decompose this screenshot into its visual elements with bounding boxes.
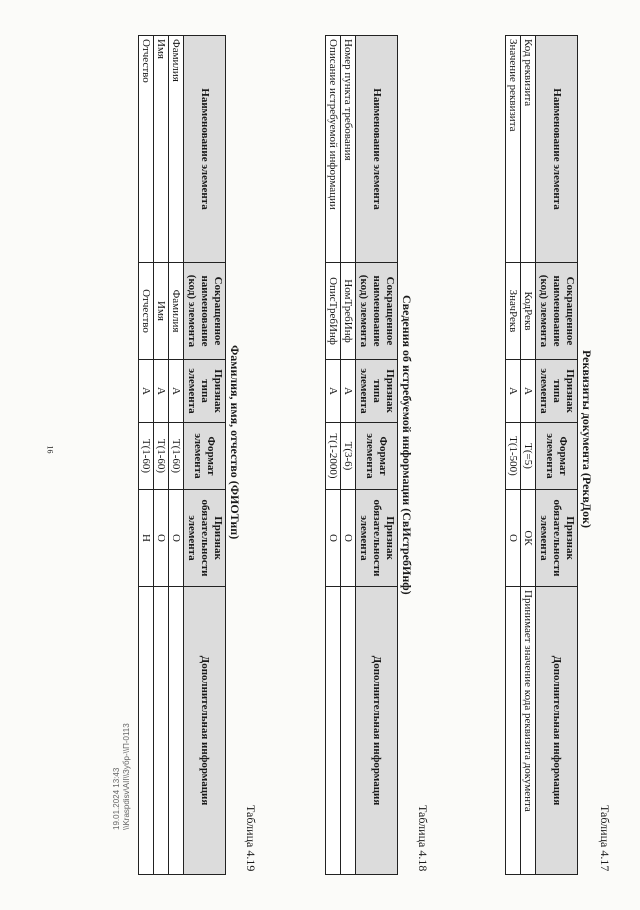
col-header: Сокращенное наименование (код) элемента [184,263,226,360]
table-title-4-18: Сведения об истребуемой информации (СвИстребИнф) [400,295,414,595]
cell: А [169,360,184,423]
table-row [521,36,536,875]
cell: ЗначРекв [506,263,521,360]
table-row [506,36,521,875]
cell: T(=5) [521,423,536,490]
cell: Отчество [139,36,154,263]
rotated-content [10,15,630,895]
cell: ОписТребИнф [326,263,341,360]
cell: Фамилия [169,36,184,263]
cell: Имя [154,263,169,360]
col-header: Признак типа элемента [536,360,578,423]
table-header-row [536,36,578,875]
table-label-4-19: Таблица 4.19 [244,805,258,872]
table-header-row [356,36,398,875]
cell: Отчество [139,263,154,360]
table-row [169,36,184,875]
cell: Н [139,490,154,587]
col-header: Сокращенное наименование (код) элемента [536,263,578,360]
cell: Фамилия [169,263,184,360]
cell: T(1-500) [506,423,521,490]
table-title-4-19: Фамилия, имя, отчество (ФИОТип) [228,345,242,540]
cell: А [506,360,521,423]
cell: T(1-2000) [326,423,341,490]
cell [154,587,169,875]
cell: Имя [154,36,169,263]
col-header: Дополнительная информация [536,587,578,875]
table-title-4-17: Реквизиты документа (РеквДок) [580,350,594,528]
cell: T(1-60) [169,423,184,490]
col-header: Наименование элемента [536,36,578,263]
col-header: Наименование элемента [356,36,398,263]
table-row [154,36,169,875]
cell: Код реквизита [521,36,536,263]
cell: О [341,490,356,587]
col-header: Признак обязательности элемента [356,490,398,587]
table-4-19 [138,35,226,875]
cell: T(3-6) [341,423,356,490]
col-header: Дополнительная информация [356,587,398,875]
cell: А [521,360,536,423]
table-4-17 [505,35,578,875]
col-header: Сокращенное наименование (код) элемента [356,263,398,360]
col-header: Формат элемента [356,423,398,490]
table-row [326,36,341,875]
cell: О [326,490,341,587]
stamp-line-1: 19.01.2024 13:43 [112,767,121,830]
cell: А [341,360,356,423]
cell: О [154,490,169,587]
cell: T(1-60) [139,423,154,490]
table-label-4-18: Таблица 4.18 [416,805,430,872]
cell: А [326,360,341,423]
cell: О [506,490,521,587]
cell: ОК [521,490,536,587]
cell: А [139,360,154,423]
col-header: Дополнительная информация [184,587,226,875]
cell: Номер пункта требования [341,36,356,263]
col-header: Формат элемента [184,423,226,490]
cell: О [169,490,184,587]
col-header: Формат элемента [536,423,578,490]
cell [326,587,341,875]
table-header-row [184,36,226,875]
cell [506,587,521,875]
table-4-18 [325,35,398,875]
table-row [341,36,356,875]
cell [341,587,356,875]
cell: А [154,360,169,423]
col-header: Наименование элемента [184,36,226,263]
col-header: Признак обязательности элемента [184,490,226,587]
cell: Значение реквизита [506,36,521,263]
cell: T(1-60) [154,423,169,490]
cell [139,587,154,875]
col-header: Признак обязательности элемента [536,490,578,587]
cell: КодРекв [521,263,536,360]
table-label-4-17: Таблица 4.17 [598,805,612,872]
cell: НомТребИнф [341,263,356,360]
col-header: Признак типа элемента [184,360,226,423]
cell: Принимает значение кода реквизита документа [521,587,536,875]
table-row [139,36,154,875]
cell [169,587,184,875]
stamp-line-2: \\Kraspdisv\AII\\Зубр-\\П-0113 [122,723,131,830]
col-header: Признак типа элемента [356,360,398,423]
cell: Описание истребуемой информации [326,36,341,263]
page-number: 16 [45,445,55,454]
